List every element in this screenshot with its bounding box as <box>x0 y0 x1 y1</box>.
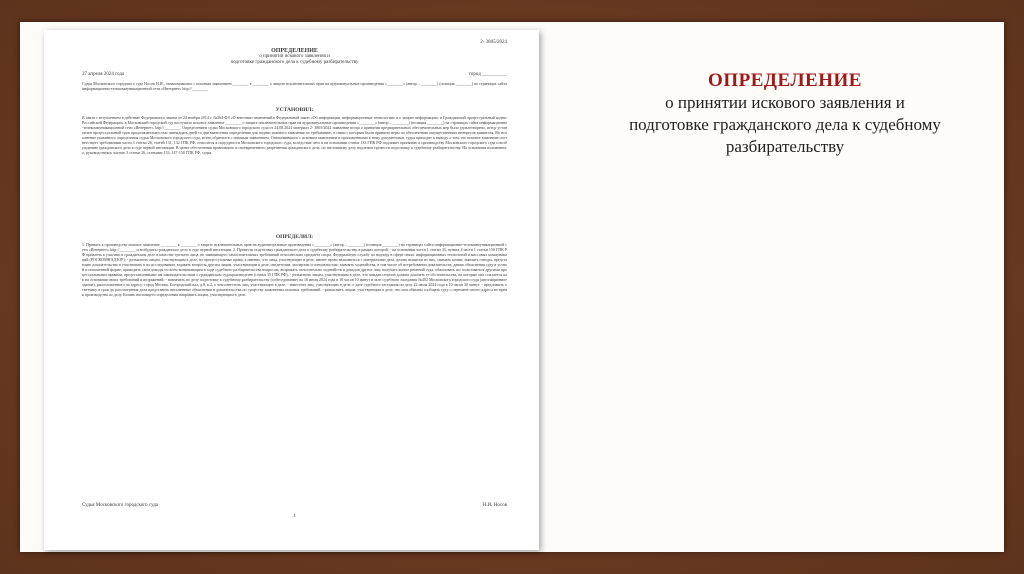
document-city: город __________ <box>468 72 507 77</box>
caption-line-2: подготовке гражданского дела к судебному <box>629 115 941 134</box>
document-intro: Судья Московского городского суда Носов Н.И., ознакомившись с исковым заявлением ________ к ________ о защите исключительных прав на аудиовизуальные произведения «________» (автор – ________) (позиция ________) на страницах сайта информационно-телекоммуникационной сети «Интернет» http://________ <box>82 81 507 91</box>
document-signature <box>82 503 507 508</box>
caption-line-1: о принятии искового заявления и <box>665 93 905 112</box>
document-determined-text: 1. Принять к производству исковое заявление ________ к ________ о защите исключительных прав на аудиовизуальные произведения «________» (автор – ________) (позиция ________) на страницах сайта информационно-телекоммуникационной сети «Интернет» http://________ и возбудить гражданское дело в суде первой инстанции. 2. Провести подготовку гражданского дела к судебному разбирательству, в рамках которой: - на основании части 1 статьи 43, пункта 4 части 1 статьи 150 ГПК РФ привлечь к участию в гражданском деле в качестве третьего лица, не заявляющего самостоятельных требований относительно предмета спора, Федеральную службу по надзору в сфере связи, информационных технологий и массовых коммуникаций (РОСКОМНАДЗОР); - разъяснить лицам, участвующим в деле, их процессуальные права, а именно, что лица, участвующие в деле, имеют право знакомиться с материалами дела, делать выписки из них, снимать копии, заявлять отводы, представлять доказательства и участвовать в их исследовании, задавать вопросы другим лицам, участвующим в деле, свидетелям, экспертам и специалистам; заявлять ходатайства, в том числе об истребовании доказательств, давать объяснения суду в устной и письменной форме; приводить свои доводы по всем возникающим в ходе судебного разбирательства вопросам, возражать относительно ходатайств и доводов других лиц; получать копии решений суда, обжаловать их; пользоваться другими процессуальными правами, предоставленными им законодательством о гражданском судопроизводстве (статья 35 ГПК РФ); - разъяснить лицам, участвующим в деле, что каждая сторона должна доказать те обстоятельства, на которые она ссылается как на основания своих требований и возражений; - назначить по делу подготовку к судебному разбирательству (собеседование) на 16 июля 2024 года в 10 часов 10 минут в зале судебного заседания №402 Московского городского суда (апелляционное здание), расположенного по адресу: город Москва, Богородский вал, д.8, к.2, о чем известить лиц, участвующих в деле. - известить лиц, участвующих в деле, о дате судебного заседания по делу 22 июля 2024 года в 10 часов 30 минут. - предложить ответчику в срок до рассмотрения дела представить письменные объяснения и доказательства по существу заявленных исковых требований. - разъяснить лицам, участвующим в деле, что они обязаны сообщать суду о перемене своего адреса во время производства по делу. Копию настоящего определения направить лицам, участвующим в деле. <box>82 242 507 297</box>
document-page-number: 1 <box>293 514 296 519</box>
slide <box>20 22 1004 552</box>
document-image <box>44 30 539 550</box>
document-heading-established: УСТАНОВИЛ: <box>275 107 314 113</box>
document-heading-determined: ОПРЕДЕЛИЛ: <box>275 234 314 240</box>
document-title: ОПРЕДЕЛЕНИЕ <box>271 48 318 54</box>
document-dateline <box>82 72 507 77</box>
document-subtitle-1: о принятии искового заявления и <box>259 54 330 59</box>
document-subtitle-2: подготовке гражданского дела к судебному разбирательству <box>230 60 359 65</box>
caption-title: ОПРЕДЕЛЕНИЕ <box>708 70 862 91</box>
document-page <box>82 40 507 540</box>
slide-caption <box>580 70 990 158</box>
document-date: 27 апреля 2024 года <box>82 72 125 77</box>
signature-title: Судья Московского городского суда <box>82 503 159 508</box>
caption-line-3: разбирательству <box>725 137 845 156</box>
signature-name: Н.И. Носов <box>482 503 507 508</box>
document-established-text: В связи с вступлением в действие Федерального закона от 24 ноября 2014 г. №364-ФЗ «О внесении изменений в Федеральный закон «Об информации, информационных технологиях и о защите информации» и Гражданский процессуальный кодекс Российской Федерации» в Московский городской суд поступило исковое заявление ________ о защите исключительных прав на аудиовизуальные произведения «________» (автор – ________) (позиция ________) на страницах сайта информационно-телекоммуникационной сети «Интернет» http://________. Определением судьи Московского городского суда от 24.08.2024 материал 2- 3805/2024 заявление истца о принятии предварительных обеспечительных мер было удовлетворено, истцу установлен процессуальный срок продолжительностью пятнадцать дней со дня вынесения определения для подачи искового заявления по требованию, в связи с которым были приняты меры по обеспечению имущественных интересов заявителя. Во исполнение указанного определения судьи Московского городского суда, истец обратился с исковым заявлением. Ознакомившись с исковым заявлением и приложенными к нему документами, судья приходит к выводу о том, что исковое заявление соответствует требованиям части 3 статьи 26, статей 131, 132 ГПК РФ, относится к подсудности Московского городского суда, вследствие чего и на основании статьи 133 ГПК РФ подлежит принятию к производству Московского городского суда и возбуждению гражданского дела в суде первой инстанции. В целях обеспечения правильного и своевременного разрешения гражданского дела, по настоящему делу надлежит провести подготовку к судебному разбирательству. На основании изложенного, руководствуясь частью 3 статьи 26, статьями 133, 147-150 ГПК РФ, судья <box>82 115 507 155</box>
document-number: 2- 3805/2024 <box>480 40 507 45</box>
